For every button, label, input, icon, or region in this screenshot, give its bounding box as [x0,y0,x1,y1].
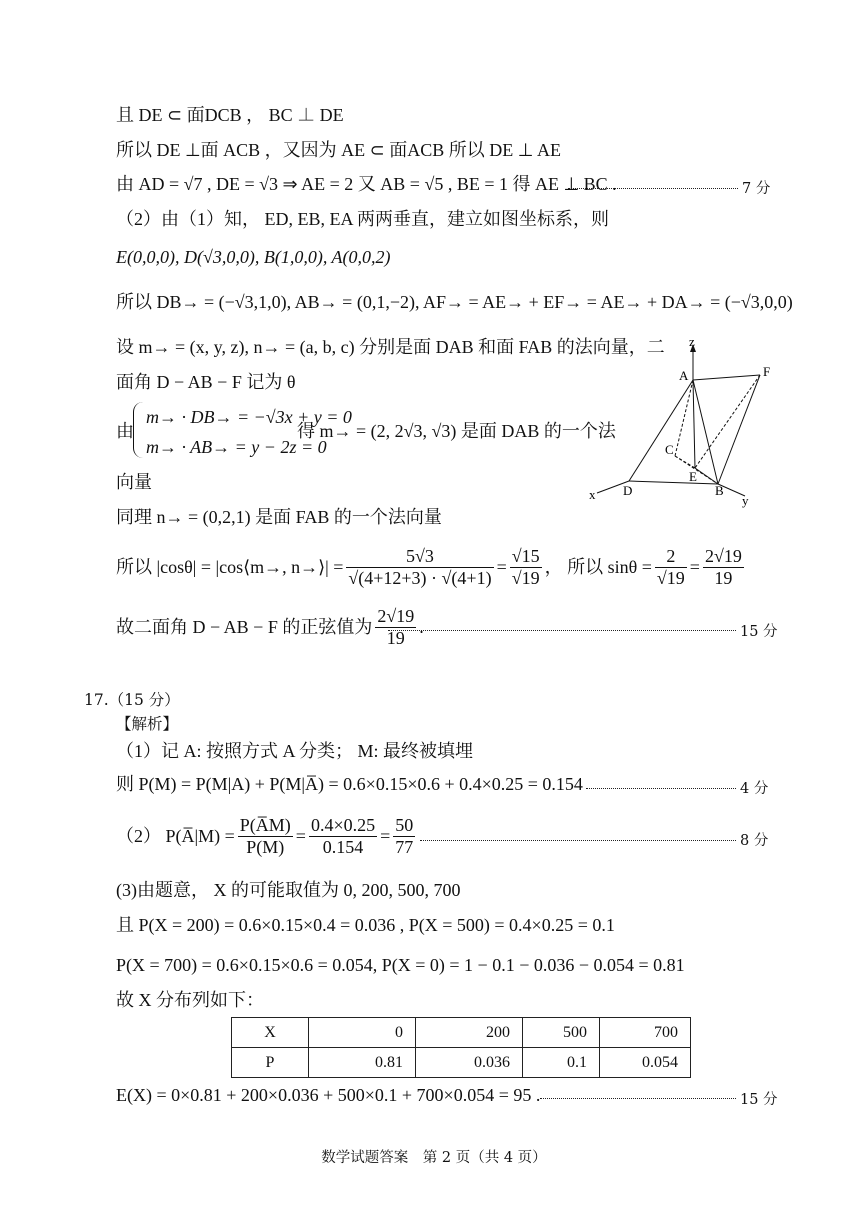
leader-dots [568,188,738,189]
table-row [232,1048,691,1078]
table-cell: 0.1 [523,1048,600,1078]
table-cell: 200 [416,1018,523,1048]
q2-calculation: （2） P(A̅|M) = $\frac{P(A̅M)}{P(M)}$ = $\frac{0.4\times 0.25}{0.154}$ = $\frac{50}{77}$ [116,814,414,857]
table-cell: 500 [523,1018,600,1048]
label-e: E [689,469,697,484]
q3-table-intro: 故 X 分布列如下： [116,990,264,1010]
table-cell: 0.054 [600,1048,691,1078]
system-eq1: m→ · DB→ = −√3x + y = 0 [146,407,352,427]
table-cell: X [232,1018,309,1048]
line-n-vector: 同理 n→ = (0,2,1) 是面 FAB 的一个法向量 [116,507,442,527]
label-b: B [715,483,724,498]
expectation-line: E(X) = 0×0.81 + 200×0.036 + 500×0.1 + 700×0.054 = 95 . [116,1085,541,1105]
fraction: $\frac{5√3}{√(4+12+3) \cdot √(4+1)}$ [348,545,492,588]
q1-definitions: （1）记 A: 按照方式 A 分类； M: 最终被填埋 [116,741,474,761]
table-cell: 0.81 [309,1048,416,1078]
line-vector-word: 向量 [116,472,152,492]
leader-dots [388,630,736,631]
table-cell: P [232,1048,309,1078]
line-system-prefix: 由 [116,421,134,441]
score-7: 7 分 [742,181,771,197]
system-eq2: m→ · AB→ = y − 2z = 0 [146,437,327,457]
score-15: 15 分 [740,1092,778,1108]
fraction: $\frac{2√19}{19}$ [704,545,742,588]
edge-ae [693,380,695,468]
fraction: $\frac{P(A̅M)}{P(M)}$ [239,814,291,857]
system-brace [133,402,144,458]
label-c: C [665,442,674,457]
label-z: z [689,338,695,349]
label-a: A [679,368,689,383]
line-ae-perp-bc: 由 AD = √7 , DE = √3 ⇒ AE = 2 又 AB = √5 , BE = 1 得 AE ⊥ BC . [116,174,617,194]
table-cell: 0 [309,1018,416,1048]
fraction: $\frac{2√19}{19}$ [377,605,415,648]
line-sine-answer: 故二面角 D − AB − F 的正弦值为 $\frac{2√19}{19}$ . [116,605,424,648]
fraction: $\frac{√15}{√19}$ [511,545,540,588]
table-cell: 0.036 [416,1048,523,1078]
table-cell: 700 [600,1018,691,1048]
problem-17-heading: 17.（15 分） [84,691,180,709]
edge-fe [695,375,760,468]
fraction: $\frac{0.4\times 0.25}{0.154}$ [310,814,376,857]
analysis-label: 【解析】 [116,715,179,733]
coordinate-figure [585,338,785,508]
line-part2-intro: （2）由（1）知， ED, EB, EA 两两垂直，建立如图坐标系，则 [116,209,609,229]
q3-probabilities-2: P(X = 700) = 0.6×0.15×0.6 = 0.054, P(X = 0) = 1 − 0.1 − 0.036 − 0.054 = 0.81 [116,955,685,975]
edge-af [693,375,760,380]
edge-db [629,481,718,484]
label-f: F [763,364,771,379]
line-coordinates: E(0,0,0), D(√3,0,0), B(1,0,0), A(0,0,2) [116,247,391,267]
leader-dots [420,840,736,841]
label-d: D [623,483,633,498]
page-footer: 数学试题答案 第 2 页（共 4 页） [321,1150,547,1166]
line-normal-def: 设 m→ = (x, y, z), n→ = (a, b, c) 分别是面 DAB 和面 FAB 的法向量，二 [116,337,665,357]
edge-fb [718,375,760,484]
distribution-table [231,1017,691,1078]
leader-dots [586,788,736,789]
table-row [232,1018,691,1048]
edge-ad [629,380,693,481]
line-de-in-plane: 且 DE ⊂ 面DCB ， BC ⊥ DE [116,105,344,125]
line-vectors: 所以 DB→ = (−√3,1,0), AB→ = (0,1,−2), AF→ = AE→ + EF→ = AE→ + DA→ = (−√3,0,0) [116,292,793,312]
score-8: 8 分 [740,833,769,849]
q3-values: (3)由题意， X 的可能取值为 0, 200, 500, 700 [116,880,461,900]
q3-probabilities-1: 且 P(X = 200) = 0.6×0.15×0.4 = 0.036 , P(X = 500) = 0.4×0.25 = 0.1 [116,915,615,935]
score-15: 15 分 [740,624,778,640]
label-y: y [742,493,749,508]
leader-dots [540,1098,736,1099]
fraction: $\frac{2}{√19}$ [656,545,685,588]
line-de-perp-ae: 所以 DE ⊥面 ACB ，又因为 AE ⊂ 面ACB 所以 DE ⊥ AE [116,140,561,160]
q1-calculation: 则 P(M) = P(M|A) + P(M|A̅) = 0.6×0.15×0.6 + 0.4×0.25 = 0.154 [116,774,583,794]
line-system-result: 得 m→ = (2, 2√3, √3) 是面 DAB 的一个法 [297,421,616,441]
score-4: 4 分 [740,781,769,797]
label-x: x [589,487,596,502]
line-dihedral-def: 面角 D − AB − F 记为 θ [116,372,296,392]
fraction: $\frac{50}{77}$ [395,814,414,857]
line-cos-sin: 所以 |cosθ| = |cos⟨m→, n→⟩| = $\frac{5√3}{√(4+12+3) \cdot √(4+1)}$ = $\frac{√15}{√19}$ ， 所以 sinθ = $\frac{2}{√19}$ = $\frac{2√19}{19}$ [116,545,742,588]
